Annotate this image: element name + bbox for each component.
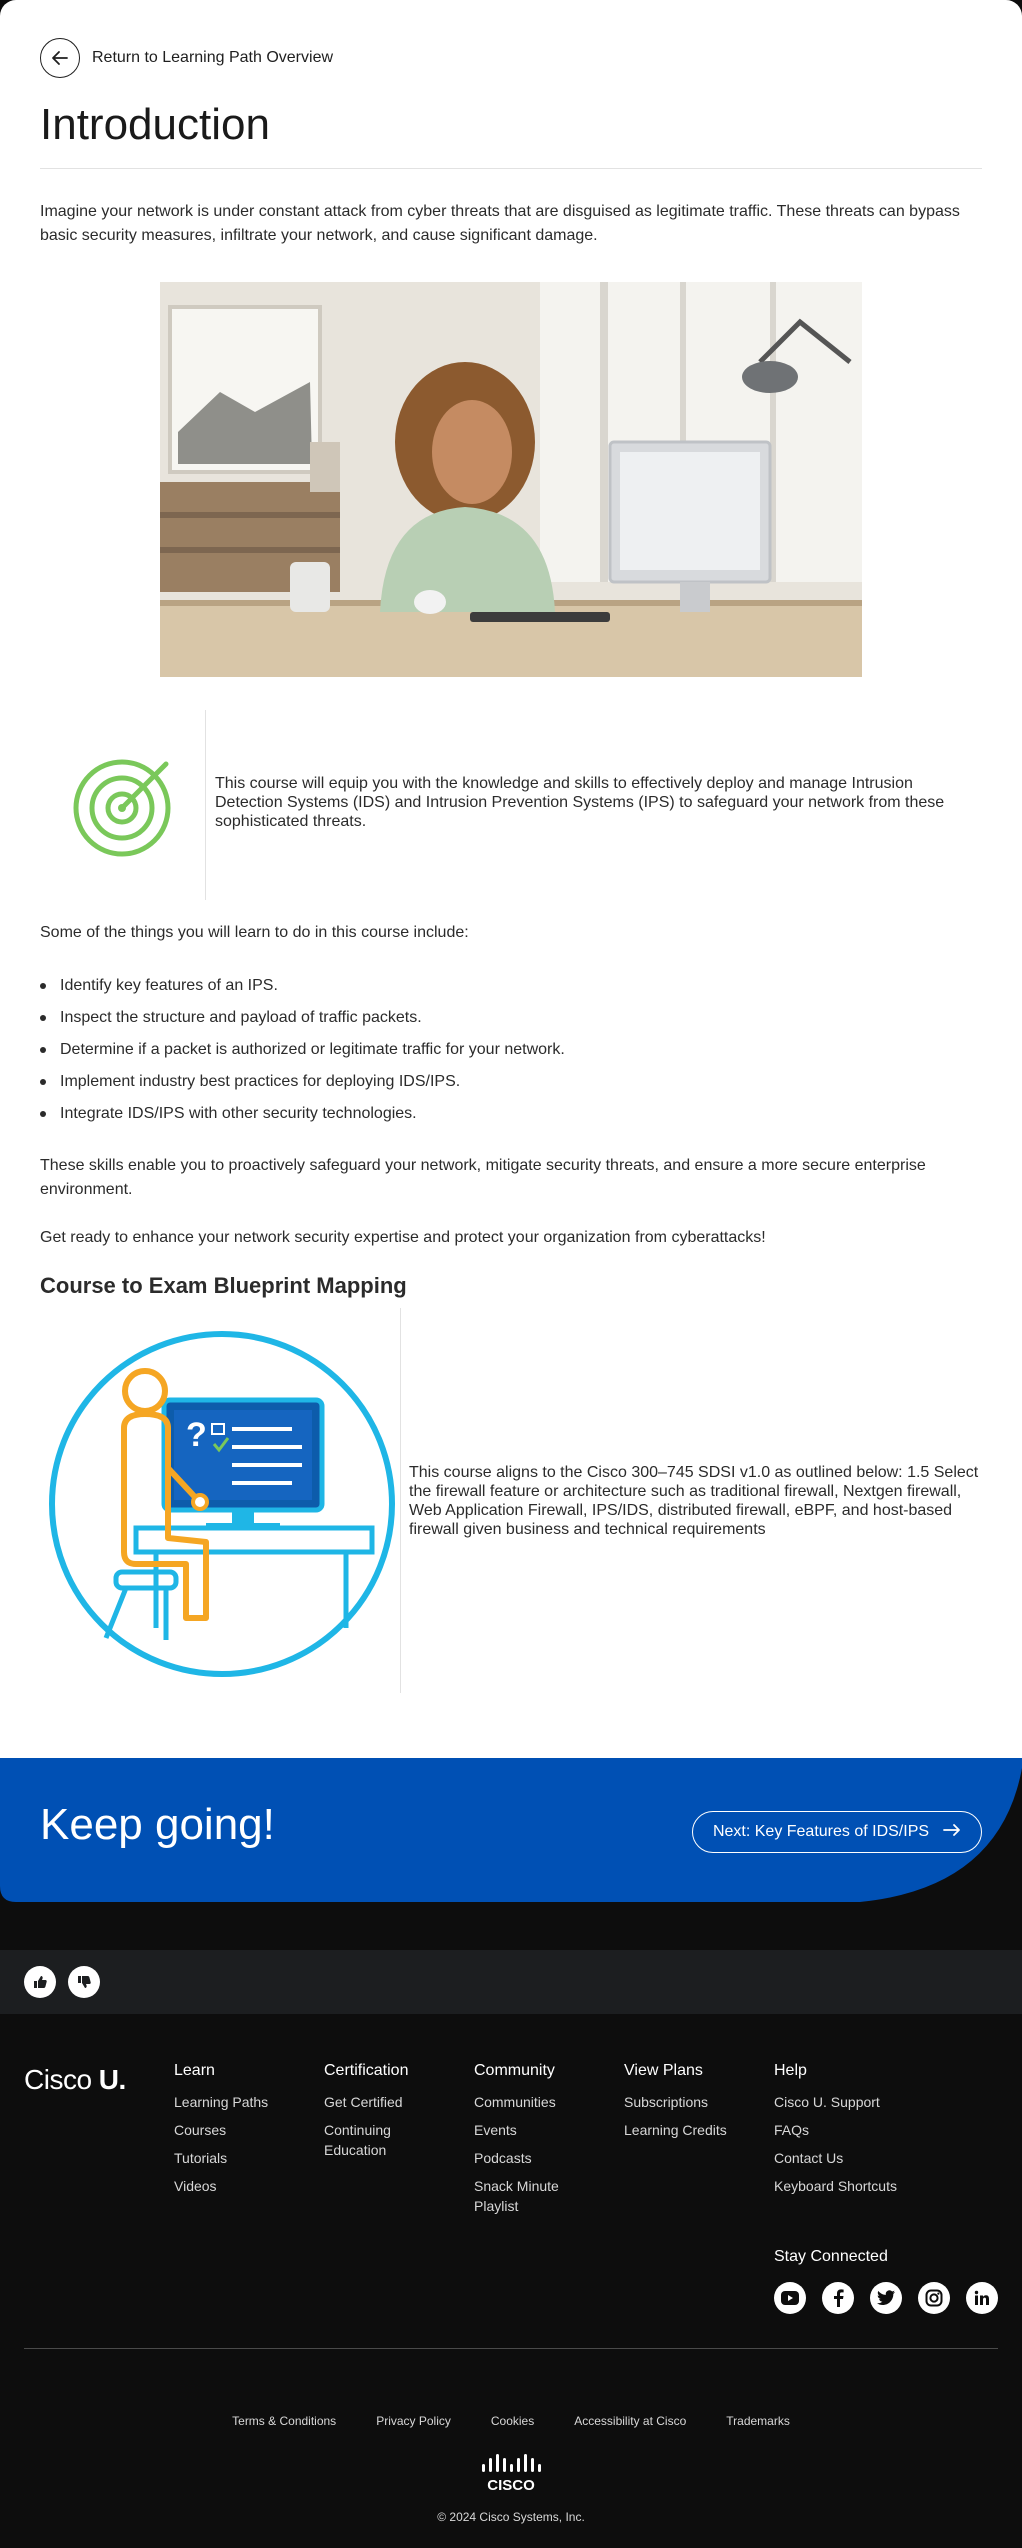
- arrow-left-icon[interactable]: [40, 38, 80, 78]
- footer-link[interactable]: Cisco U. Support: [774, 2094, 880, 2110]
- legal-link[interactable]: Privacy Policy: [376, 2414, 451, 2428]
- footer-heading: Community: [474, 2062, 555, 2079]
- footer-column-help: [774, 2062, 974, 2204]
- footer-column-learn: [174, 2062, 314, 2204]
- list-item: Integrate IDS/IPS with other security technologies.: [40, 1098, 982, 1130]
- skills-paragraph: These skills enable you to proactively safeguard your network, mitigate security threats, and ensure a more secure enterprise environment.: [40, 1157, 926, 1198]
- copyright: © 2024 Cisco Systems, Inc.: [437, 2510, 585, 2524]
- mapping-block: [40, 1308, 982, 1693]
- next-lesson-label[interactable]: Next: Key Features of IDS/IPS: [712, 1823, 930, 1840]
- legal-link[interactable]: Trademarks: [726, 2414, 790, 2428]
- list-item: Inspect the structure and payload of traffic packets.: [40, 1002, 982, 1034]
- footer-heading: Certification: [324, 2062, 409, 2079]
- footer-link[interactable]: Learning Credits: [624, 2122, 727, 2138]
- brand-name[interactable]: Cisco: [24, 2064, 92, 2095]
- list-item: Implement industry best practices for deploying IDS/IPS.: [40, 1066, 982, 1098]
- list-item: Determine if a packet is authorized or legitimate traffic for your network.: [40, 1034, 982, 1066]
- footer-link[interactable]: Podcasts: [474, 2150, 532, 2166]
- footer-link[interactable]: Continuing Education: [324, 2122, 391, 2158]
- back-link-label[interactable]: Return to Learning Path Overview: [92, 49, 334, 66]
- footer-heading: Learn: [174, 2062, 215, 2079]
- footer-link[interactable]: Contact Us: [774, 2150, 844, 2166]
- footer-link[interactable]: Communities: [474, 2094, 556, 2110]
- mapping-divider: [400, 1308, 401, 1693]
- twitter-icon[interactable]: [870, 2282, 902, 2314]
- course-callout: [40, 710, 982, 900]
- footer-column-view-plans: [624, 2062, 764, 2148]
- legal-links: [0, 2414, 1022, 2428]
- intro-paragraph: Imagine your network is under constant attack from cyber threats that are disguised as legitimate traffic. These threats can bypass basic security measures, infiltrate your network, and cause significant damage.: [40, 203, 960, 244]
- site-footer: [0, 2014, 1022, 2548]
- svg-text:?: ?: [186, 1416, 207, 1454]
- mapping-heading: Course to Exam Blueprint Mapping: [40, 1273, 407, 1298]
- footer-heading: Help: [774, 2062, 807, 2079]
- legal-link[interactable]: Cookies: [490, 2414, 535, 2428]
- learn-list-intro: Some of the things you will learn to do in this course include:: [40, 924, 469, 941]
- title-divider: [40, 168, 982, 169]
- legal-link[interactable]: Accessibility at Cisco: [574, 2414, 687, 2428]
- social-links: [774, 2282, 998, 2314]
- page-title: Introduction: [40, 100, 270, 149]
- footer-divider: [24, 2348, 998, 2349]
- callout-text: This course will equip you with the knowledge and skills to effectively deploy and manage Intrusion Detection Systems (IDS) and Intrusion Prevention Systems (IPS) to safeguard your network from these sophisticated threats.: [215, 775, 945, 830]
- thumbs-down-icon[interactable]: [68, 1966, 100, 1998]
- footer-link[interactable]: Subscriptions: [624, 2094, 709, 2110]
- footer-link[interactable]: Snack Minute Playlist: [474, 2178, 559, 2214]
- footer-link[interactable]: Courses: [174, 2122, 227, 2138]
- keep-going-title: Keep going!: [40, 1800, 275, 1849]
- legal-link[interactable]: Terms & Conditions: [232, 2414, 337, 2428]
- footer-heading: View Plans: [624, 2062, 703, 2079]
- stay-connected-heading: Stay Connected: [774, 2248, 888, 2265]
- footer-link[interactable]: Tutorials: [174, 2150, 228, 2166]
- instagram-icon[interactable]: [918, 2282, 950, 2314]
- mapping-text: This course aligns to the Cisco 300–745 SDSI v1.0 as outlined below: 1.5 Select the firewall feature or architecture such as traditional firewall, Nextgen firewall, Web Application Firewall, IPS/IDS, distributed firewall, eBPF, and host-based firewall given business and technical requirements: [409, 1464, 979, 1538]
- footer-link[interactable]: Videos: [174, 2178, 217, 2194]
- youtube-icon[interactable]: [774, 2282, 806, 2314]
- footer-column-certification: [324, 2062, 464, 2168]
- footer-link[interactable]: Get Certified: [324, 2094, 403, 2110]
- footer-link[interactable]: Events: [474, 2122, 517, 2138]
- learner-at-computer-illustration: [46, 1328, 398, 1680]
- linkedin-icon[interactable]: [966, 2282, 998, 2314]
- cisco-u-logo[interactable]: [24, 2064, 126, 2096]
- ready-paragraph: Get ready to enhance your network security expertise and protect your organization from cyberattacks!: [40, 1229, 766, 1246]
- list-item: Identify key features of an IPS.: [40, 970, 982, 1002]
- cisco-logo-text: CISCO: [487, 2477, 535, 2494]
- next-lesson-button[interactable]: [692, 1811, 982, 1853]
- radar-target-icon: [70, 750, 180, 860]
- callout-divider: [205, 710, 206, 900]
- footer-link[interactable]: Learning Paths: [174, 2094, 269, 2110]
- facebook-icon[interactable]: [822, 2282, 854, 2314]
- learn-list: [40, 970, 982, 1130]
- arrow-right-icon[interactable]: [943, 1823, 961, 1842]
- footer-link[interactable]: Keyboard Shortcuts: [774, 2178, 897, 2194]
- back-to-overview-link[interactable]: [40, 38, 333, 78]
- thumbs-up-icon[interactable]: [24, 1966, 56, 1998]
- hero-image-woman-at-desk: [160, 282, 862, 677]
- footer-link[interactable]: FAQs: [774, 2122, 810, 2138]
- feedback-bar: [0, 1950, 1022, 2014]
- cisco-logo: [478, 2454, 544, 2494]
- brand-suffix[interactable]: U.: [98, 2064, 126, 2095]
- footer-column-community: [474, 2062, 614, 2224]
